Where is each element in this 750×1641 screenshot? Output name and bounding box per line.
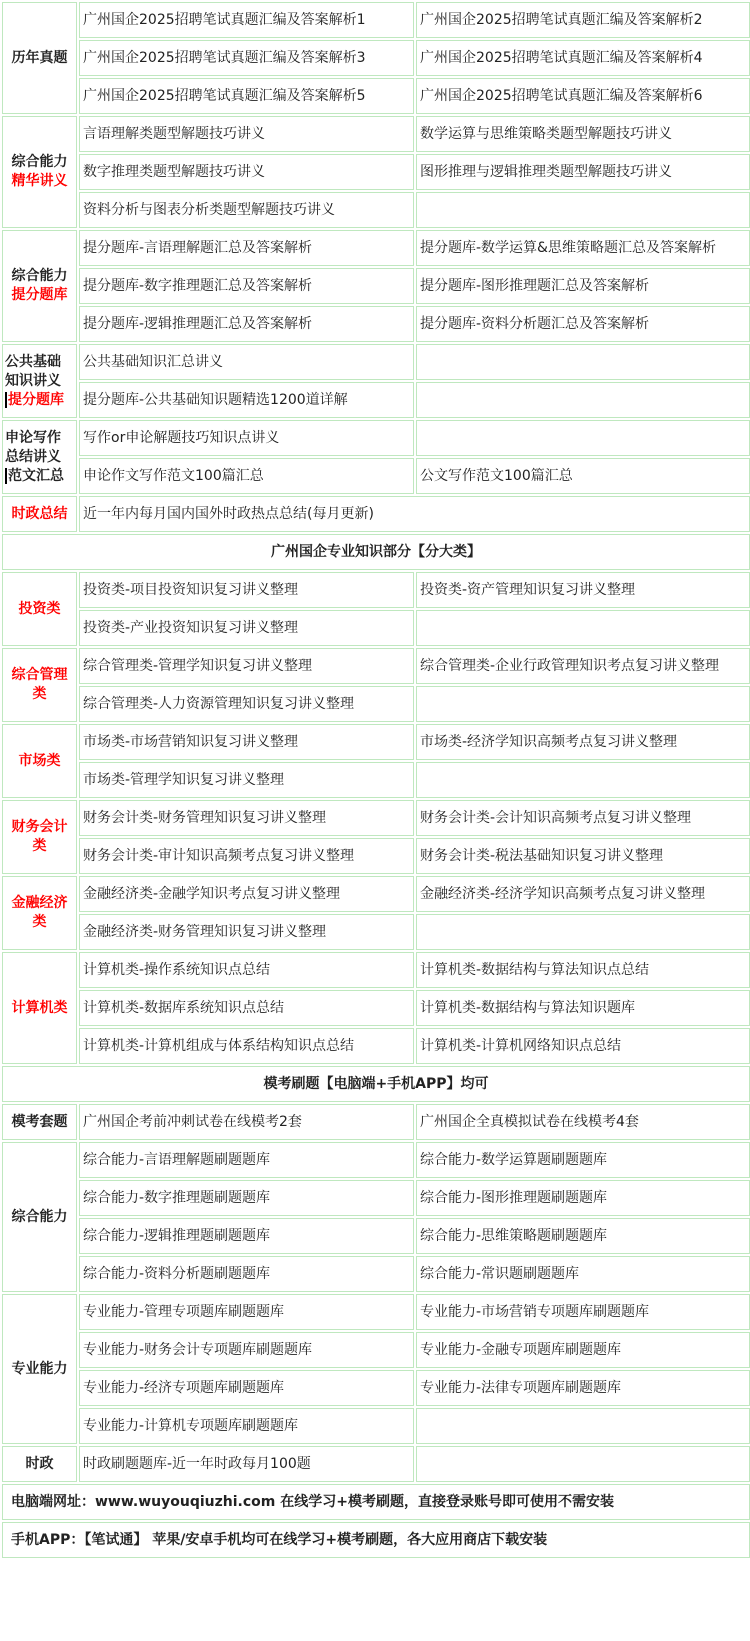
empty-cell [416, 610, 750, 646]
table-row [2, 534, 750, 570]
resource-link[interactable]: 投资类-产业投资知识复习讲义整理 [79, 610, 414, 646]
resource-link[interactable]: 专业能力-法律专项题库刷题题库 [416, 1370, 750, 1406]
resource-link[interactable]: 财务会计类-财务管理知识复习讲义整理 [79, 800, 414, 836]
resource-link[interactable]: 广州国企2025招聘笔试真题汇编及答案解析5 [79, 78, 414, 114]
table-row [2, 1066, 750, 1102]
resource-link[interactable]: 广州国企2025招聘笔试真题汇编及答案解析3 [79, 40, 414, 76]
resource-link[interactable]: 市场类-经济学知识高频考点复习讲义整理 [416, 724, 750, 760]
table-row [2, 838, 750, 874]
table-row [2, 496, 750, 532]
category-label-taoti: 模考套题 [2, 1104, 77, 1140]
resource-link[interactable]: 计算机类-数据库系统知识点总结 [79, 990, 414, 1026]
category-label-zonghe: 综合能力 [2, 1142, 77, 1292]
table-row [2, 1408, 750, 1444]
table-row [2, 686, 750, 722]
table-row [2, 1142, 750, 1178]
resource-link[interactable]: 广州国企2025招聘笔试真题汇编及答案解析6 [416, 78, 750, 114]
empty-cell [416, 686, 750, 722]
table-row [2, 800, 750, 836]
category-label-touzi: 投资类 [2, 572, 77, 646]
category-label-shenlun: 申论写作 总结讲义 范文汇总 [2, 420, 77, 494]
table-row [2, 154, 750, 190]
table-row [2, 1028, 750, 1064]
footer-app-info: 手机APP：【笔试通】 苹果/安卓手机均可在线学习+模考刷题，各大应用商店下载安装 [2, 1522, 750, 1558]
resource-link[interactable]: 申论作文写作范文100篇汇总 [79, 458, 414, 494]
table-row [2, 458, 750, 494]
table-row [2, 382, 750, 418]
resource-link[interactable]: 数学运算与思维策略类题型解题技巧讲义 [416, 116, 750, 152]
resource-link[interactable]: 计算机类-计算机组成与体系结构知识点总结 [79, 1028, 414, 1064]
resource-link[interactable]: 时政刷题题库-近一年时政每月100题 [79, 1446, 414, 1482]
section-header-professional: 广州国企专业知识部分【分大类】 [2, 534, 750, 570]
resource-link[interactable]: 综合能力-数字推理题刷题题库 [79, 1180, 414, 1216]
table-row [2, 1332, 750, 1368]
table-row [2, 724, 750, 760]
resource-link[interactable]: 提分题库-公共基础知识题精选1200道详解 [79, 382, 414, 418]
resource-link[interactable]: 计算机类-数据结构与算法知识点总结 [416, 952, 750, 988]
resource-link[interactable]: 投资类-项目投资知识复习讲义整理 [79, 572, 414, 608]
resource-link[interactable]: 专业能力-经济专项题库刷题题库 [79, 1370, 414, 1406]
resource-link[interactable]: 投资类-资产管理知识复习讲义整理 [416, 572, 750, 608]
resource-link[interactable]: 专业能力-财务会计专项题库刷题题库 [79, 1332, 414, 1368]
table-row [2, 1104, 750, 1140]
resource-link[interactable]: 专业能力-管理专项题库刷题题库 [79, 1294, 414, 1330]
table-row [2, 1446, 750, 1482]
table-row [2, 1180, 750, 1216]
category-label-jisuanji: 计算机类 [2, 952, 77, 1064]
empty-cell [416, 762, 750, 798]
resource-link[interactable]: 提分题库-逻辑推理题汇总及答案解析 [79, 306, 414, 342]
resource-link[interactable]: 广州国企2025招聘笔试真题汇编及答案解析1 [79, 2, 414, 38]
resource-link[interactable]: 市场类-管理学知识复习讲义整理 [79, 762, 414, 798]
resource-link[interactable]: 广州国企2025招聘笔试真题汇编及答案解析2 [416, 2, 750, 38]
table-row [2, 1294, 750, 1330]
table-row [2, 1522, 750, 1558]
category-label-zhuanye: 专业能力 [2, 1294, 77, 1444]
resource-link[interactable]: 财务会计类-审计知识高频考点复习讲义整理 [79, 838, 414, 874]
table-row [2, 914, 750, 950]
empty-cell [416, 192, 750, 228]
resource-link[interactable]: 综合能力-图形推理题刷题题库 [416, 1180, 750, 1216]
resource-link[interactable]: 综合管理类-企业行政管理知识考点复习讲义整理 [416, 648, 750, 684]
table-row [2, 306, 750, 342]
category-label-shizheng-mock: 时政 [2, 1446, 77, 1482]
table-row [2, 610, 750, 646]
resource-link[interactable]: 写作or申论解题技巧知识点讲义 [79, 420, 414, 456]
resource-link[interactable]: 财务会计类-税法基础知识复习讲义整理 [416, 838, 750, 874]
table-row [2, 1484, 750, 1520]
table-row [2, 952, 750, 988]
resource-link[interactable]: 广州国企考前冲刺试卷在线模考2套 [79, 1104, 414, 1140]
resource-link[interactable]: 广州国企2025招聘笔试真题汇编及答案解析4 [416, 40, 750, 76]
table-row [2, 192, 750, 228]
table-row [2, 1370, 750, 1406]
resource-link[interactable]: 专业能力-计算机专项题库刷题题库 [79, 1408, 414, 1444]
table-row [2, 420, 750, 456]
resource-link[interactable]: 金融经济类-财务管理知识复习讲义整理 [79, 914, 414, 950]
table-row [2, 1256, 750, 1292]
table-row [2, 344, 750, 380]
resource-link[interactable]: 提分题库-图形推理题汇总及答案解析 [416, 268, 750, 304]
resource-link[interactable]: 提分题库-言语理解题汇总及答案解析 [79, 230, 414, 266]
resource-link[interactable]: 言语理解类题型解题技巧讲义 [79, 116, 414, 152]
table-row [2, 1218, 750, 1254]
table-row [2, 40, 750, 76]
resource-link[interactable]: 综合管理类-管理学知识复习讲义整理 [79, 648, 414, 684]
resource-link[interactable]: 综合能力-思维策略题刷题题库 [416, 1218, 750, 1254]
resource-link[interactable]: 计算机类-计算机网络知识点总结 [416, 1028, 750, 1064]
resource-link[interactable]: 金融经济类-金融学知识考点复习讲义整理 [79, 876, 414, 912]
section-header-mock: 模考刷题【电脑端+手机APP】均可 [2, 1066, 750, 1102]
resource-link[interactable]: 近一年内每月国内国外时政热点总结(每月更新) [79, 496, 750, 532]
category-label-shichang: 市场类 [2, 724, 77, 798]
resource-link[interactable]: 财务会计类-会计知识高频考点复习讲义整理 [416, 800, 750, 836]
category-label-jinghua: 综合能力 精华讲义 [2, 116, 77, 228]
resource-link[interactable]: 数字推理类题型解题技巧讲义 [79, 154, 414, 190]
empty-cell [416, 914, 750, 950]
resource-link[interactable]: 综合能力-逻辑推理题刷题题库 [79, 1218, 414, 1254]
table-row [2, 78, 750, 114]
resource-link[interactable]: 综合能力-言语理解题刷题题库 [79, 1142, 414, 1178]
table-row [2, 762, 750, 798]
resource-link[interactable]: 综合管理类-人力资源管理知识复习讲义整理 [79, 686, 414, 722]
resource-link[interactable]: 综合能力-资料分析题刷题题库 [79, 1256, 414, 1292]
category-label-jinrong: 金融经济 类 [2, 876, 77, 950]
resource-link[interactable]: 广州国企全真模拟试卷在线模考4套 [416, 1104, 750, 1140]
resource-link[interactable]: 公共基础知识汇总讲义 [79, 344, 414, 380]
resource-link[interactable]: 图形推理与逻辑推理类题型解题技巧讲义 [416, 154, 750, 190]
resource-link[interactable]: 提分题库-资料分析题汇总及答案解析 [416, 306, 750, 342]
empty-cell [416, 420, 750, 456]
category-label-guanli: 综合管理 类 [2, 648, 77, 722]
resource-link[interactable]: 提分题库-数学运算&思维策略题汇总及答案解析 [416, 230, 750, 266]
table-row [2, 648, 750, 684]
category-label-gonggong: 公共基础 知识讲义 提分题库 [2, 344, 77, 418]
empty-cell [416, 382, 750, 418]
table-row [2, 116, 750, 152]
category-label-shizheng: 时政总结 [2, 496, 77, 532]
empty-cell [416, 1446, 750, 1482]
resource-link[interactable]: 提分题库-数字推理题汇总及答案解析 [79, 268, 414, 304]
table-row [2, 572, 750, 608]
footer-pc-url[interactable]: 电脑端网址：www.wuyouqiuzhi.com 在线学习+模考刷题，直接登录账号即可使用不需安装 [2, 1484, 750, 1520]
resource-link[interactable]: 资料分析与图表分析类题型解题技巧讲义 [79, 192, 414, 228]
empty-cell [416, 1408, 750, 1444]
resource-link[interactable]: 市场类-市场营销知识复习讲义整理 [79, 724, 414, 760]
resource-link[interactable]: 综合能力-数学运算题刷题题库 [416, 1142, 750, 1178]
category-label-linian: 历年真题 [2, 2, 77, 114]
table-row [2, 876, 750, 912]
table-row [2, 990, 750, 1026]
resource-link[interactable]: 专业能力-金融专项题库刷题题库 [416, 1332, 750, 1368]
resource-link[interactable]: 综合能力-常识题刷题题库 [416, 1256, 750, 1292]
table-row [2, 2, 750, 38]
resource-link[interactable]: 公文写作范文100篇汇总 [416, 458, 750, 494]
resource-link[interactable]: 金融经济类-经济学知识高频考点复习讲义整理 [416, 876, 750, 912]
table-row [2, 268, 750, 304]
resource-link[interactable]: 专业能力-市场营销专项题库刷题题库 [416, 1294, 750, 1330]
resource-link[interactable]: 计算机类-操作系统知识点总结 [79, 952, 414, 988]
table-row [2, 230, 750, 266]
resource-link[interactable]: 计算机类-数据结构与算法知识题库 [416, 990, 750, 1026]
category-label-caiwu: 财务会计 类 [2, 800, 77, 874]
category-label-tifen: 综合能力 提分题库 [2, 230, 77, 342]
empty-cell [416, 344, 750, 380]
